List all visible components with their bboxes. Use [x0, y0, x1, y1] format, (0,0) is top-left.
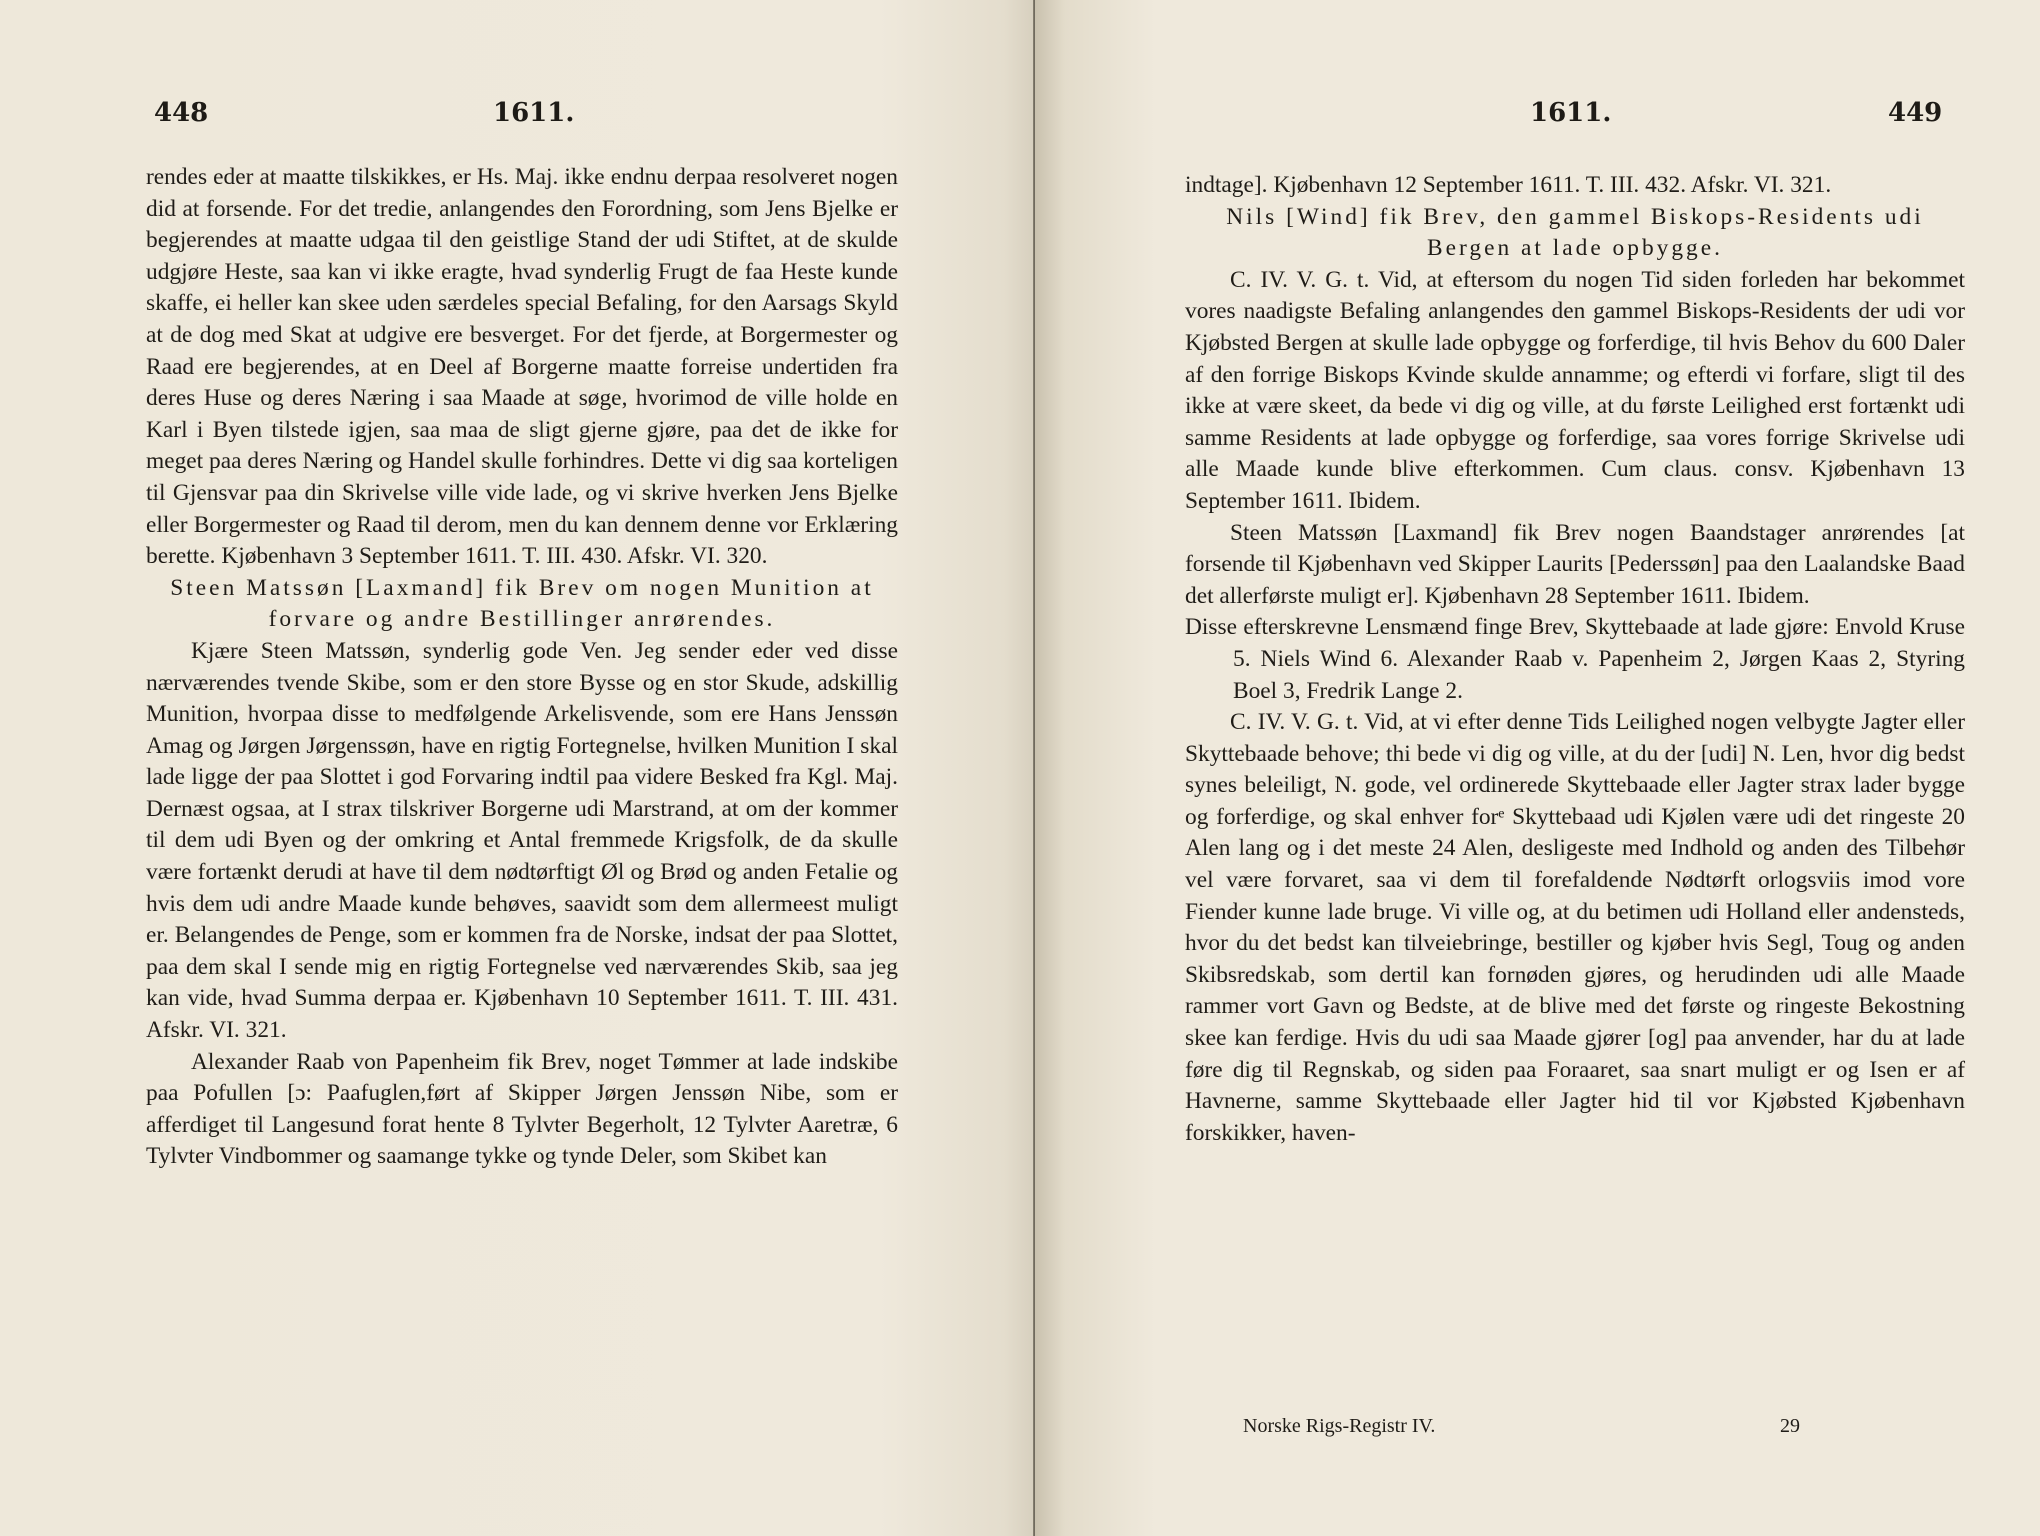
letter-paragraph: Alexander Raab von Papenheim fik Brev, noget Tømmer at lade indskibe paa Pofullen [ɔ: Paafuglen,ført af Skipper Jørgen Jenssøn Nibe, som er afferdiget til Langesund forat hente 8 Tylvter Begerholt, 12 Tylvter Aaretræ, 6 Tylvter Vindbommer og saamange tykke og tynde Deler, som Skibet kan	[146, 1048, 898, 1170]
right-text-body	[1185, 170, 1965, 1149]
running-year: 1611.	[1530, 98, 1612, 128]
page-number: 448	[154, 98, 209, 128]
page-number: 449	[1888, 98, 1943, 128]
left-text-body	[146, 162, 898, 1173]
signature-number: 29	[1780, 1415, 1800, 1437]
letter-paragraph: C. IV. V. G. t. Vid, at vi efter denne Tids Leilighed nogen velbygte Jagter eller Skyttebaade behove; thi bede vi dig og ville, at du der [udi] N. Len, hvor dig bedst synes beleiligt, N. gode, vel ordinerede Skyttebaade eller Jagter strax lader bygge og forferdige, og skal enhver forᵉ Skyttebaad udi Kjølen være udi det ringeste 20 Alen lang og i det meste 24 Alen, desligeste med Indhold og anden des Tilbehør vel være forvaret, saa vi dem til forefaldende Nødtørft orlogsviis imod vore Fiender kunne lade bruge. Vi ville og, at du betimen udi Holland eller andensteds, hvor du det bedst kan tilveiebringe, bestiller og kjøber hvis Segl, Toug og anden Skibsredskab, som dertil kan fornøden gjøres, og herudinden udi alle Maade rammer vort Gavn og Bedste, at de blive med det første og ringeste Bekostning skee kan ferdige. Hvis du udi saa Maade gjører [og] paa anvender, har du at lade føre dig til Regnskab, og siden paa Foraaret, saa snart muligt er og Isen er af Havnerne, samme Skyttebaade eller Jagter hid til vor Kjøbsted Kjøbenhavn forskikker, haven-	[1185, 709, 1965, 1146]
letter-paragraph: Kjære Steen Matssøn, synderlig gode Ven. Jeg sender eder ved disse nærværendes tvende Skibe, som er den store Bysse og en stor Skude, adskillig Munition, hvorpaa disse to medfølgende Arkelisvende, som ere Hans Jenssøn Amag og Jørgen Jørgenssøn, have en rigtig Fortegnelse, hvilken Munition I skal lade ligge der paa Slottet i god Forvaring indtil paa videre Besked fra Kgl. Maj. Dernæst ogsaa, at I strax tilskriver Borgerne udi Marstrand, at om der kommer til dem udi Byen og der omkring et Antal fremmede Krigsfolk, de da skulle være fortænkt derudi at have til dem nødtørftigt Øl og Brød og anden Fetalie og hvis dem udi andre Maade kunde behøves, saavidt som dem allermeest muligt er. Belangendes de Penge, som er kommen fra de Norske, indsat der paa Slottet, paa dem skal I sende mig en rigtig Fortegnelse ved nærværendes Skib, saa jeg kan vide, hvad Summa derpaa er. Kjøbenhavn 10 September 1611. T. III. 431. Afskr. VI. 321.	[146, 637, 898, 1044]
signature-mark: Norske Rigs-Registr IV.	[1243, 1415, 1436, 1437]
running-year: 1611.	[493, 98, 575, 128]
right-page	[1035, 0, 2040, 1536]
list-paragraph: Disse efterskrevne Lensmænd finge Brev, Skyttebaade at lade gjøre: Envold Kruse 5. Niels Wind 6. Alexander Raab v. Papenheim 2, Jørgen Kaas 2, Styring Boel 3, Fredrik Lange 2.	[1185, 614, 1965, 704]
paragraph-continued: rendes eder at maatte tilskikkes, er Hs. Maj. ikke endnu derpaa resolveret nogen did at forsende. For det tredie, anlangendes den Forordning, som Jens Bjelke er begjerendes at maatte udgaa til den geistlige Stand der udi Stiftet, at de skulde udgjøre Heste, saa kan vi ikke eragte, hvad synderlig Frugt de faa Heste kunde skaffe, ei heller kan skee uden særdeles special Befaling, for den Aarsags Skyld at de dog med Skat at udgive ere besverget. For det fjerde, at Borgermester og Raad ere begjerendes, at en Deel af Borgerne maatte forreise undertiden fra deres Huse og deres Næring i saa Maade at søge, hvorimod de ville holde en Karl i Byen tilstede igjen, saa maa de sligt gjerne gjøre, paa det de ikke for meget paa deres Næring og Handel skulle forhindres. Dette vi dig saa korteligen til Gjensvar paa din Skrivelse ville vide lade, og vi skrive hverken Jens Bjelke eller Borgermester og Raad til derom, men du kan dennem denne vor Erklæring berette. Kjøbenhavn 3 September 1611. T. III. 430. Afskr. VI. 320.	[146, 164, 898, 570]
paragraph-continued: indtage]. Kjøbenhavn 12 September 1611. T. III. 432. Afskr. VI. 321.	[1185, 172, 1832, 198]
entry-heading: Steen Matssøn [Laxmand] fik Brev om nogen Munition at forvare og andre Bestillinger anrørendes.	[170, 574, 874, 633]
letter-paragraph: C. IV. V. G. t. Vid, at eftersom du nogen Tid siden forleden har bekommet vores naadigste Befaling anlangendes den gammel Biskops-Residents der udi vor Kjøbsted Bergen at skulle lade opbygge og forferdige, til hvis Behov du 600 Daler af den forrige Biskops Kvinde skulde annamme; og efterdi vi forfare, sligt til des ikke at være skeet, da bede vi dig og ville, at du første Leilighed erst fortænkt udi samme Residents at lade opbygge og forferdige, saa vores forrige Skrivelse udi alle Maade kunde blive efterkommen. Cum claus. consv. Kjøbenhavn 13 September 1611. Ibidem.	[1185, 266, 1965, 514]
letter-paragraph: Steen Matssøn [Laxmand] fik Brev nogen Baandstager anrørendes [at forsende til Kjøbenhavn ved Skipper Laurits [Pederssøn] paa den Laalandske Baad det allerførste muligt er]. Kjøbenhavn 28 September 1611. Ibidem.	[1185, 519, 1965, 609]
entry-heading: Nils [Wind] fik Brev, den gammel Biskops-Residents udi Bergen at lade opbygge.	[1226, 203, 1924, 262]
